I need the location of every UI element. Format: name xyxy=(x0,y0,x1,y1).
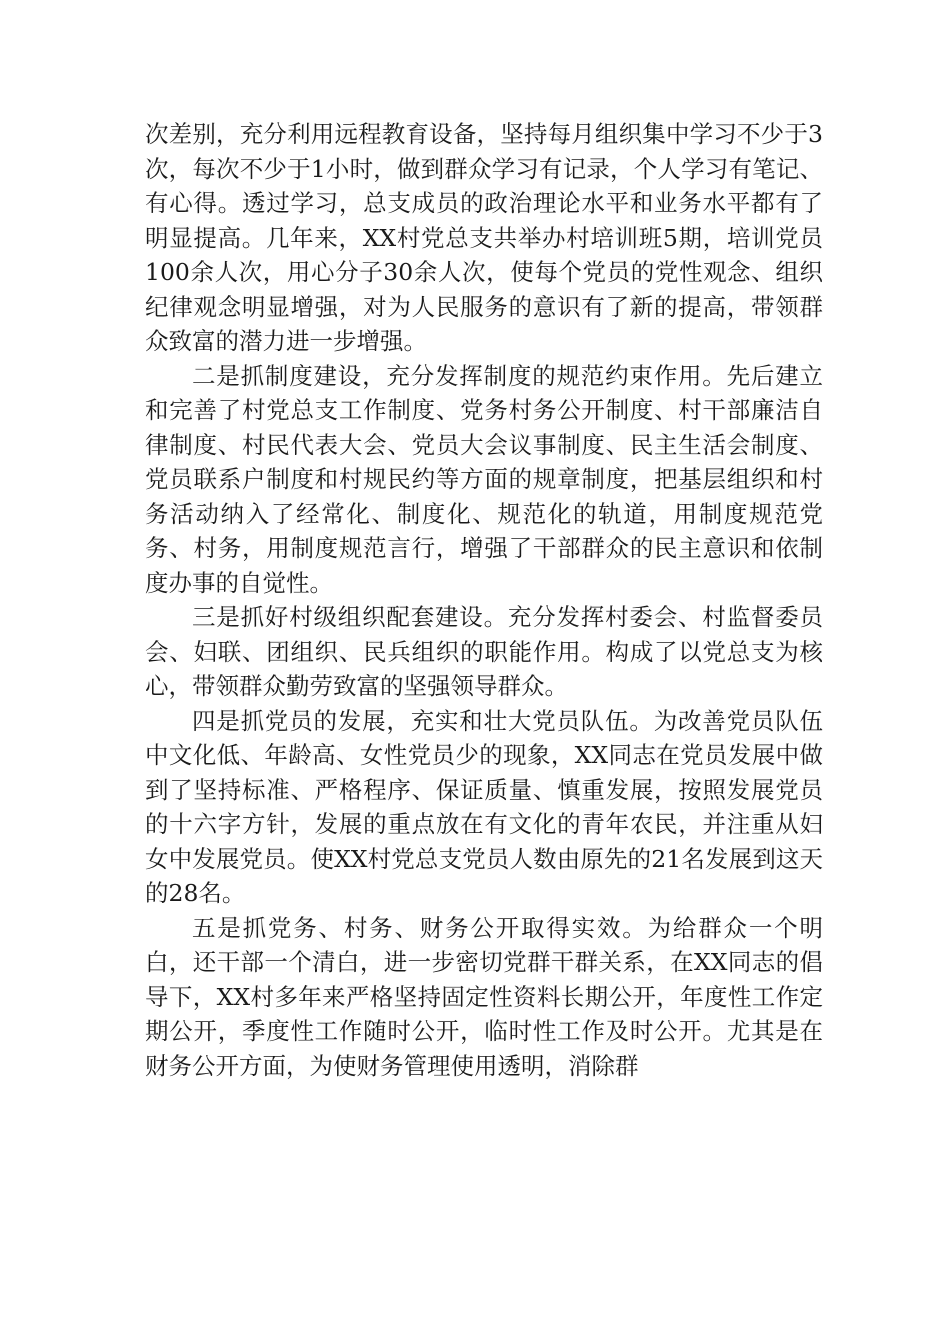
paragraph-4: 四是抓党员的发展，充实和壮大党员队伍。为改善党员队伍中文化低、年龄高、女性党员少的现象，XX同志在党员发展中做到了坚持标准、严格程序、保证质量、慎重发展，按照发展党员的十六字方针，发展的重点放在有文化的青年农民，并注重从妇女中发展党员。使XX村党总支党员人数由原先的21名发展到这天的28名。 xyxy=(145,706,823,907)
paragraph-1: 次差别，充分利用远程教育设备，坚持每月组织集中学习不少于3次，每次不少于1小时，做到群众学习有记录，个人学习有笔记、有心得。透过学习，总支成员的政治理论水平和业务水平都有了明显提高。几年来，XX村党总支共举办村培训班5期，培训党员100余人次，用心分子30余人次，使每个党员的党性观念、组织纪律观念明显增强，对为人民服务的意识有了新的提高，带领群众致富的潜力进一步增强。 xyxy=(145,120,823,355)
paragraph-3: 三是抓好村级组织配套建设。充分发挥村委会、村监督委员会、妇联、团组织、民兵组织的职能作用。构成了以党总支为核心，带领群众勤劳致富的坚强领导群众。 xyxy=(145,603,823,700)
paragraph-2: 二是抓制度建设，充分发挥制度的规范约束作用。先后建立和完善了村党总支工作制度、党务村务公开制度、村干部廉洁自律制度、村民代表大会、党员大会议事制度、民主生活会制度、党员联系户制度和村规民约等方面的规章制度，把基层组织和村务活动纳入了经常化、制度化、规范化的轨道，用制度规范党务、村务，用制度规范言行，增强了干部群众的民主意识和依制度办事的自觉性。 xyxy=(145,361,823,597)
paragraph-5: 五是抓党务、村务、财务公开取得实效。为给群众一个明白，还干部一个清白，进一步密切党群干群关系，在XX同志的倡导下，XX村多年来严格坚持固定性资料长期公开，年度性工作定期公开，季度性工作随时公开，临时性工作及时公开。尤其是在财务公开方面，为使财务管理使用透明，消除群 xyxy=(145,913,823,1080)
document-body xyxy=(145,117,823,1083)
